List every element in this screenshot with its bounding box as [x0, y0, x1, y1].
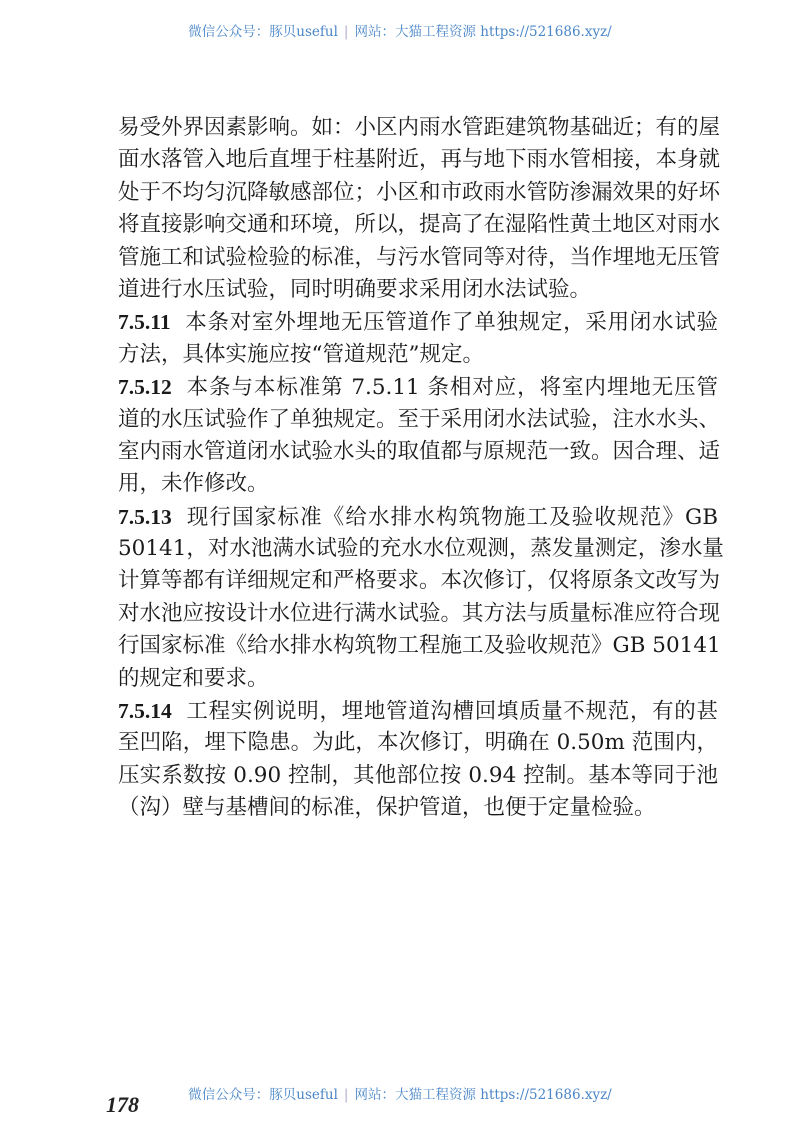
- line-text: 现行国家标准《给水排水构筑物施工及验收规范》GB: [185, 504, 718, 530]
- line-text: 易受外界因素影响。如：小区内雨水管距建筑物基础近；有的屋: [118, 115, 721, 140]
- line-text: 50141，对水池满水试验的充水水位观测，蒸发量测定，渗水量: [118, 536, 724, 562]
- line-text: （沟）壁与基槽间的标准，保护管道，也便于定量检验。: [118, 795, 656, 821]
- text-line: [118, 695, 718, 727]
- paragraph-intro: [118, 112, 721, 306]
- paragraph-7-5-13: [118, 501, 724, 695]
- line-text: 本条与本标准第 7.5.11 条相对应，将室内埋地无压管: [185, 375, 718, 401]
- text-line: [118, 727, 718, 759]
- line-text: 面水落管入地后直埋于柱基附近，再与地下雨水管相接，本身就: [118, 147, 721, 173]
- watermark-wechat: 微信公众号：豚贝useful: [188, 24, 338, 40]
- text-line: [118, 177, 721, 209]
- watermark-website: 网站：大猫工程资源 https://521686.xyz/: [354, 24, 612, 40]
- clause-number: 7.5.11: [118, 310, 171, 335]
- text-line: [118, 112, 721, 144]
- page-number: 178: [106, 1092, 139, 1117]
- text-line: [118, 598, 721, 630]
- clause-number: 7.5.14: [118, 699, 172, 724]
- line-text: 计算等都有详细规定和严格要求。本次修订，仅将原条文改写为: [118, 568, 721, 594]
- text-line: [118, 565, 721, 597]
- clause-number: 7.5.12: [118, 375, 172, 400]
- text-line: [118, 339, 718, 371]
- text-line: [118, 533, 724, 565]
- watermark-separator: |: [343, 1087, 349, 1103]
- watermark-separator: |: [343, 24, 349, 40]
- text-line: [118, 144, 721, 176]
- paragraph-7-5-11: [118, 306, 718, 371]
- text-line: [118, 792, 718, 824]
- line-text: 工程实例说明，埋地管道沟槽回填质量不规范，有的甚: [185, 699, 718, 725]
- paragraph-7-5-12: [118, 371, 721, 501]
- text-line: [118, 371, 718, 403]
- line-text: 管施工和试验检验的标准，与污水管同等对待，当作埋地无压管: [118, 244, 721, 270]
- line-text: 压实系数按 0.90 控制，其他部位按 0.94 控制。基本等同于池: [118, 762, 718, 788]
- text-line: [118, 630, 721, 662]
- watermark-website: 网站：大猫工程资源 https://521686.xyz/: [354, 1087, 612, 1103]
- line-text: 用，未作修改。: [118, 471, 269, 497]
- text-line: [118, 663, 718, 695]
- text-line: [118, 501, 718, 533]
- clause-number: 7.5.13: [118, 504, 172, 529]
- text-line: [118, 436, 721, 468]
- text-line: [118, 468, 718, 500]
- text-line: [118, 242, 721, 274]
- watermark-top: [0, 20, 800, 40]
- line-text: 室内雨水管道闭水试验水头的取值都与原规范一致。因合理、适: [118, 438, 721, 464]
- paragraph-7-5-14: [118, 695, 718, 825]
- line-text: 的规定和要求。: [118, 665, 269, 691]
- text-line: [118, 306, 718, 338]
- text-line: [118, 209, 721, 241]
- text-line: [118, 274, 718, 306]
- line-text: 行国家标准《给水排水构筑物工程施工及验收规范》GB 50141: [118, 633, 721, 659]
- line-text: 至凹陷，埋下隐患。为此，本次修订，明确在 0.50m 范围内，: [118, 730, 718, 756]
- document-body: [118, 112, 724, 825]
- line-text: 对水池应按设计水位进行满水试验。其方法与质量标准应符合现: [118, 600, 721, 626]
- line-text: 本条对室外埋地无压管道作了单独规定，采用闭水试验: [184, 310, 718, 336]
- watermark-wechat: 微信公众号：豚贝useful: [188, 1087, 338, 1103]
- line-text: 道的水压试验作了单独规定。至于采用闭水法试验，注水水头、: [118, 406, 721, 432]
- line-text: 处于不均匀沉降敏感部位；小区和市政雨水管防渗漏效果的好坏: [118, 179, 721, 205]
- line-text: 道进行水压试验，同时明确要求采用闭水法试验。: [118, 276, 592, 302]
- line-text: 方法，具体实施应按“管道规范”规定。: [118, 341, 484, 367]
- text-line: [118, 760, 718, 792]
- text-line: [118, 404, 721, 436]
- line-text: 将直接影响交通和环境，所以，提高了在湿陷性黄土地区对雨水: [118, 212, 721, 238]
